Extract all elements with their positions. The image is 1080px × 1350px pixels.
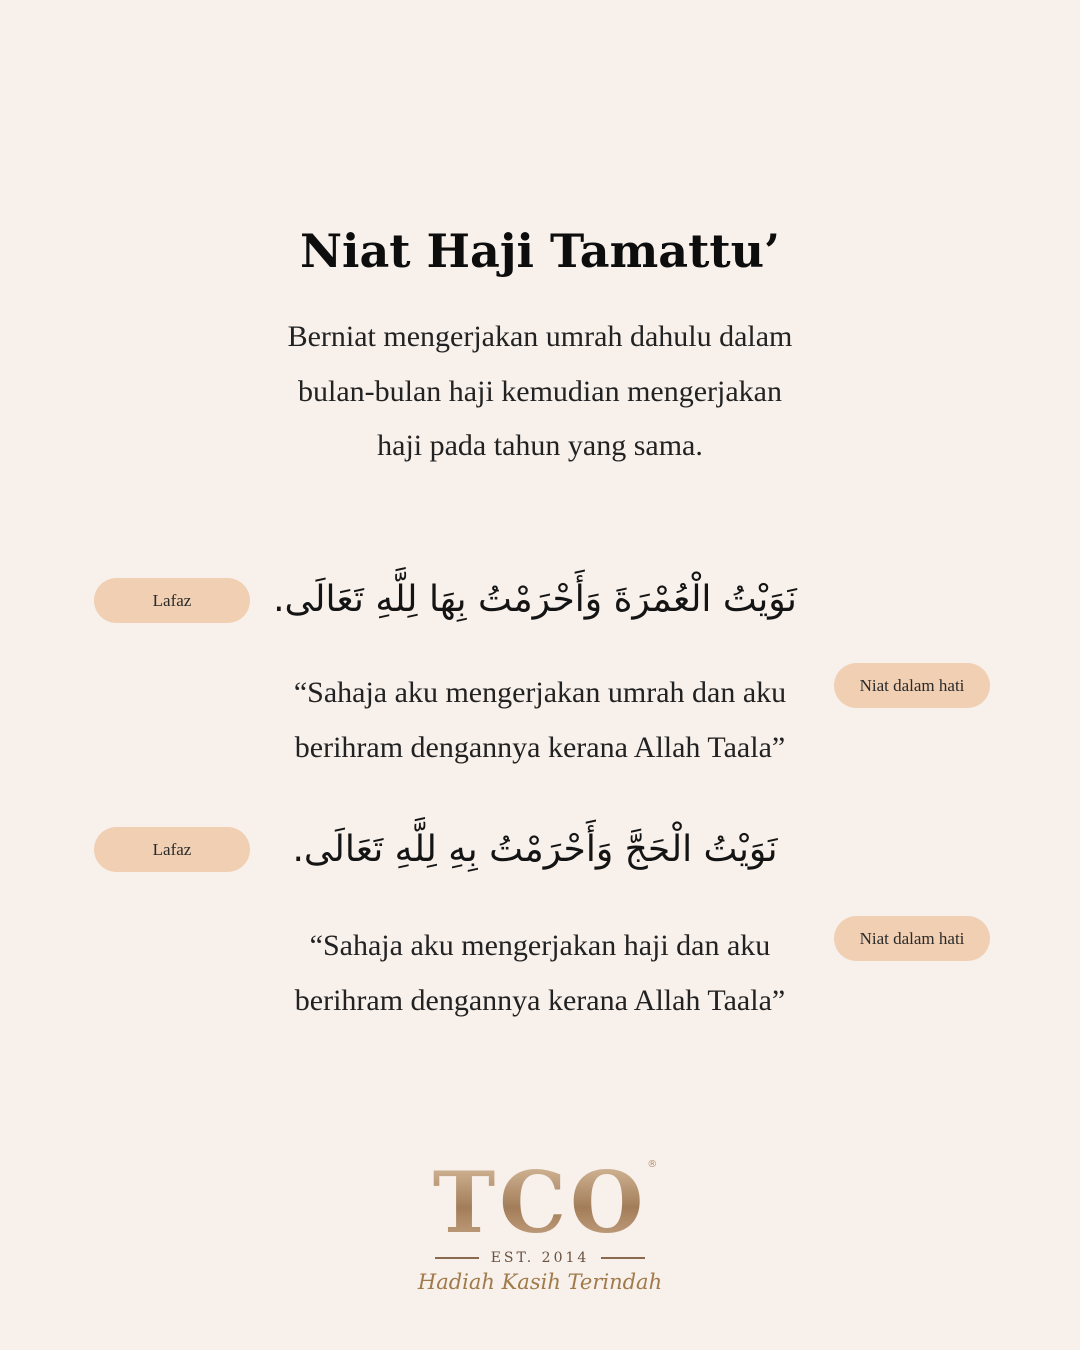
- logo-tagline: Hadiah Kasih Terindah: [417, 1270, 663, 1294]
- translation-line: “Sahaja aku mengerjakan haji dan aku: [309, 929, 771, 962]
- divider-line: [601, 1257, 645, 1259]
- niat-dalam-hati-badge: Niat dalam hati: [834, 663, 990, 708]
- registered-icon: ®: [647, 1159, 662, 1170]
- divider-line: [435, 1257, 479, 1259]
- logo-est-text: EST. 2014: [490, 1250, 590, 1266]
- translation-line: berihram dengannya kerana Allah Taala”: [294, 731, 786, 764]
- translation-haji: [230, 918, 850, 1028]
- tco-logo: [390, 1153, 690, 1294]
- lafaz-badge: Lafaz: [94, 827, 250, 872]
- intro-line: haji pada tahun yang sama.: [377, 429, 703, 462]
- niat-dalam-hati-badge: Niat dalam hati: [834, 916, 990, 961]
- translation-line: “Sahaja aku mengerjakan umrah dan aku: [293, 676, 787, 709]
- page-title: Niat Haji Tamattu’: [299, 224, 781, 278]
- arabic-niat-haji: نَوَيْتُ الْحَجَّ وَأَحْرَمْتُ بِهِ لِلَّهِ تَعَالَى.: [292, 829, 778, 870]
- intro-line: Berniat mengerjakan umrah dahulu dalam: [287, 320, 793, 353]
- logo-wordmark: [432, 1153, 662, 1252]
- intro-line: bulan-bulan haji kemudian mengerjakan: [298, 374, 782, 408]
- translation-umrah: [230, 665, 850, 775]
- logo-est-row: [390, 1250, 690, 1266]
- intro-paragraph: [200, 310, 880, 474]
- arabic-niat-umrah: نَوَيْتُ الْعُمْرَةَ وَأَحْرَمْتُ بِهَا لِلَّهِ تَعَالَى.: [273, 579, 797, 620]
- logo-mark-text: TCO: [432, 1153, 648, 1252]
- translation-line: berihram dengannya kerana Allah Taala”: [294, 984, 786, 1017]
- lafaz-badge: Lafaz: [94, 578, 250, 623]
